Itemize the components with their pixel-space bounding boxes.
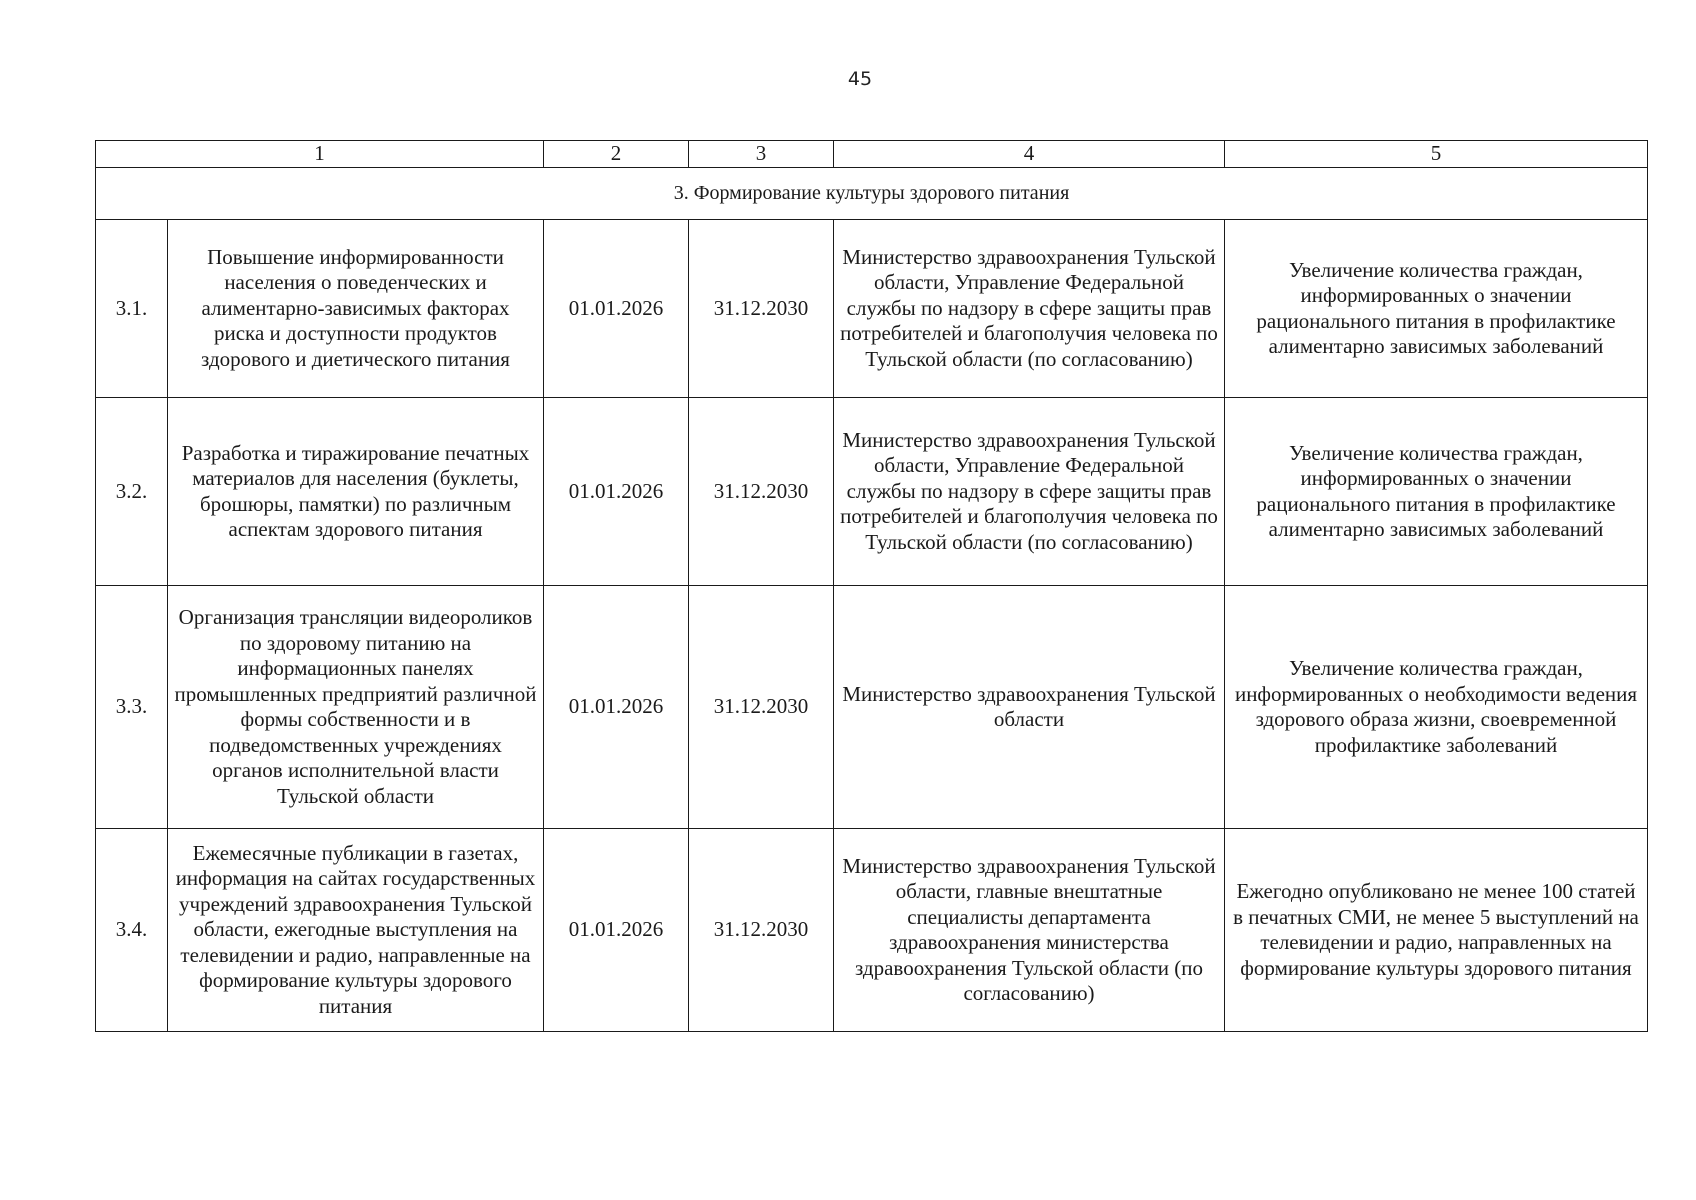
table-row — [96, 829, 1648, 1032]
result-cell: Увеличение количества граждан, информированных о значении рационального питания в профилактике алиментарно зависимых заболеваний — [1225, 220, 1648, 398]
column-header-2: 2 — [544, 141, 689, 168]
activity-cell: Ежемесячные публикации в газетах, информация на сайтах государственных учреждений здравоохранения Тульской области, ежегодные выступления на телевидении и радио, направленные на формирование культуры здорового питания — [168, 829, 544, 1032]
result-cell: Ежегодно опубликовано не менее 100 статей в печатных СМИ, не менее 5 выступлений на телевидении и радио, направленных на формирование культуры здорового питания — [1225, 829, 1648, 1032]
activity-cell: Организация трансляции видеороликов по здоровому питанию на информационных панелях промышленных предприятий различной формы собственности и в подведомственных учреждениях органов исполнительной власти Тульской области — [168, 586, 544, 829]
section-title: 3. Формирование культуры здорового питания — [96, 168, 1648, 220]
row-number: 3.4. — [96, 829, 168, 1032]
end-date-cell: 31.12.2030 — [689, 586, 834, 829]
start-date-cell: 01.01.2026 — [544, 829, 689, 1032]
start-date-cell: 01.01.2026 — [544, 398, 689, 586]
column-header-1: 1 — [96, 141, 544, 168]
page-number: 45 — [847, 68, 873, 90]
end-date-cell: 31.12.2030 — [689, 398, 834, 586]
end-date-cell: 31.12.2030 — [689, 829, 834, 1032]
activity-cell: Разработка и тиражирование печатных материалов для населения (буклеты, брошюры, памятки) по различным аспектам здорового питания — [168, 398, 544, 586]
column-header-4: 4 — [834, 141, 1225, 168]
executor-cell: Министерство здравоохранения Тульской области, главные внештатные специалисты департамента здравоохранения министерства здравоохранения Тульской области (по согласованию) — [834, 829, 1225, 1032]
row-number: 3.1. — [96, 220, 168, 398]
row-number: 3.2. — [96, 398, 168, 586]
executor-cell: Министерство здравоохранения Тульской области, Управление Федеральной службы по надзору в сфере защиты прав потребителей и благополучия человека по Тульской области (по согласованию) — [834, 398, 1225, 586]
column-header-3: 3 — [689, 141, 834, 168]
executor-cell: Министерство здравоохранения Тульской области, Управление Федеральной службы по надзору в сфере защиты прав потребителей и благополучия человека по Тульской области (по согласованию) — [834, 220, 1225, 398]
table-row — [96, 398, 1648, 586]
table-row — [96, 220, 1648, 398]
result-cell: Увеличение количества граждан, информированных о необходимости ведения здорового образа жизни, своевременной профилактике заболеваний — [1225, 586, 1648, 829]
start-date-cell: 01.01.2026 — [544, 586, 689, 829]
section-row — [96, 168, 1648, 220]
table-header-row — [96, 141, 1648, 168]
activity-cell: Повышение информированности населения о поведенческих и алиментарно-зависимых факторах риска и доступности продуктов здорового и диетического питания — [168, 220, 544, 398]
column-header-5: 5 — [1225, 141, 1648, 168]
activity-plan-table — [95, 140, 1648, 1032]
start-date-cell: 01.01.2026 — [544, 220, 689, 398]
end-date-cell: 31.12.2030 — [689, 220, 834, 398]
result-cell: Увеличение количества граждан, информированных о значении рационального питания в профилактике алиментарно зависимых заболеваний — [1225, 398, 1648, 586]
table-row — [96, 586, 1648, 829]
executor-cell: Министерство здравоохранения Тульской области — [834, 586, 1225, 829]
row-number: 3.3. — [96, 586, 168, 829]
